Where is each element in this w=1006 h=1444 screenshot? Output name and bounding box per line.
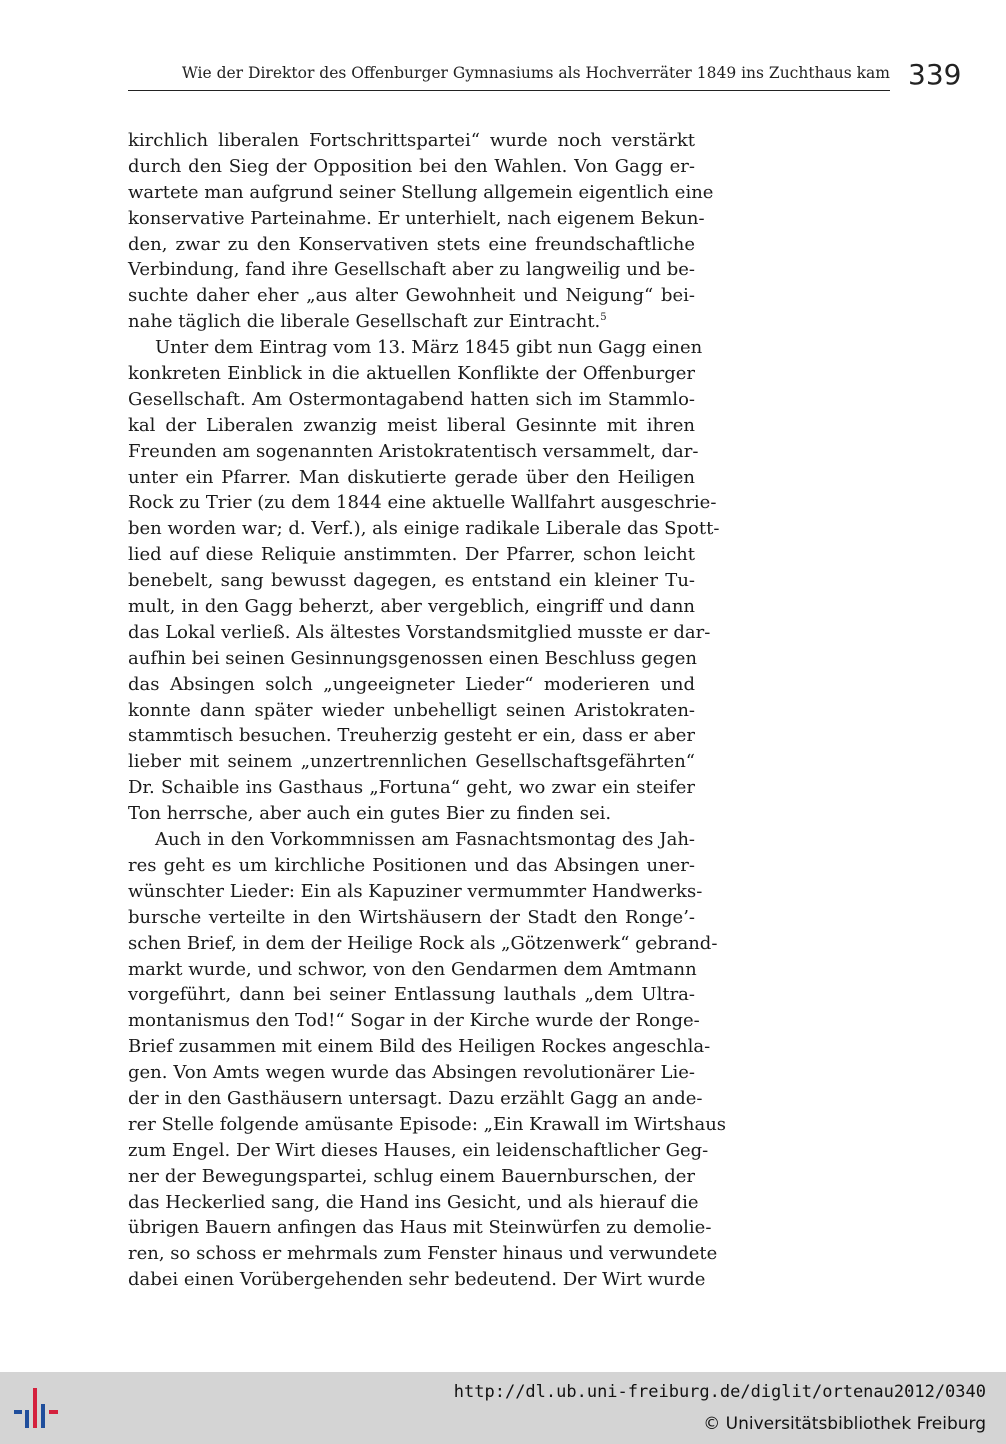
text-line: vorgeführt, dann bei seiner Entlassung lauthals „dem Ultra-	[128, 984, 695, 1006]
text-line: durch den Sieg der Opposition bei den Wahlen. Von Gagg er-	[128, 155, 695, 177]
text-line: Unter dem Eintrag vom 13. März 1845 gibt nun Gagg einen	[155, 337, 703, 359]
text-line: konservative Parteinahme. Er unterhielt, nach eigenem Bekun-	[128, 207, 705, 229]
text-line: rer Stelle folgende amüsante Episode: „Ein Krawall im Wirtshaus	[128, 1113, 727, 1135]
text-line: Gesellschaft. Am Ostermontagabend hatten sich im Stammlo-	[128, 388, 695, 410]
text-line: den, zwar zu den Konservativen stets eine freundschaftliche	[128, 233, 695, 255]
text-line: wartete man aufgrund seiner Stellung allgemein eigentlich eine	[128, 181, 714, 203]
text-line: Ton herrsche, aber auch ein gutes Bier zu finden sei.	[128, 803, 612, 825]
text-line: Auch in den Vorkommnissen am Fasnachtsmontag des Jah-	[155, 829, 695, 851]
text-line: kirchlich liberalen Fortschrittspartei“ wurde noch verstärkt	[128, 130, 695, 151]
text-line: lied auf diese Reliquie anstimmten. Der Pfarrer, schon leicht	[128, 544, 695, 566]
text-line: ner der Bewegungspartei, schlug einem Bauernburschen, der	[128, 1165, 695, 1187]
text-line: Brief zusammen mit einem Bild des Heiligen Rockes angeschla-	[128, 1036, 711, 1058]
page-number: 339	[908, 58, 962, 91]
text-line: dabei einen Vorübergehenden sehr bedeutend. Der Wirt wurde	[128, 1269, 706, 1291]
text-line: Dr. Schaible ins Gasthaus „Fortuna“ geht, wo zwar ein steifer	[128, 777, 695, 799]
copyright-notice: © Universitätsbibliothek Freiburg	[703, 1414, 986, 1434]
text-line: Verbindung, fand ihre Gesellschaft aber zu langweilig und be-	[128, 259, 695, 281]
text-line: übrigen Bauern anfingen das Haus mit Steinwürfen zu demolie-	[128, 1217, 712, 1239]
text-line: gen. Von Amts wegen wurde das Absingen revolutionärer Lie-	[128, 1062, 695, 1084]
text-line: konkreten Einblick in die aktuellen Konflikte der Offenburger	[128, 363, 695, 385]
text-line: schen Brief, in dem der Heilige Rock als „Götzenwerk“ gebrand-	[128, 932, 718, 954]
text-line: res geht es um kirchliche Positionen und das Absingen uner-	[128, 854, 695, 876]
text-line: konnte dann später wieder unbehelligt seinen Aristokraten-	[128, 699, 695, 721]
text-line: bursche verteilte in den Wirtshäusern der Stadt den Ronge’-	[128, 906, 695, 928]
text-line: der in den Gasthäusern untersagt. Dazu erzählt Gagg an ande-	[128, 1087, 703, 1109]
text-line: mult, in den Gagg beherzt, aber vergeblich, eingriff und dann	[128, 596, 695, 618]
footnote-reference: 5	[600, 312, 607, 324]
ub-freiburg-logo-icon	[12, 1382, 64, 1434]
text-line: Freunden am sogenannten Aristokratentisch versammelt, dar-	[128, 440, 699, 462]
text-line: stammtisch besuchen. Treuherzig gesteht er ein, dass er aber	[128, 725, 695, 747]
body-text	[128, 128, 727, 1293]
text-line: markt wurde, und schwor, von den Gendarmen dem Amtmann	[128, 958, 697, 980]
text-line: kal der Liberalen zwanzig meist liberal Gesinnte mit ihren	[128, 414, 695, 436]
text-line: montanismus den Tod!“ Sogar in der Kirche wurde der Ronge-	[128, 1010, 700, 1032]
text-line	[128, 309, 695, 335]
text-line: das Lokal verließ. Als ältestes Vorstandsmitglied musste er dar-	[128, 621, 711, 643]
text-line-content: nahe täglich die liberale Gesellschaft zur Eintracht.	[128, 311, 601, 333]
text-line: unter ein Pfarrer. Man diskutierte gerade über den Heiligen	[128, 466, 695, 488]
text-line: wünschter Lieder: Ein als Kapuziner vermummter Handwerks-	[128, 880, 703, 902]
text-line: ben worden war; d. Verf.), als einige radikale Liberale das Spott-	[128, 518, 720, 540]
text-line: das Heckerlied sang, die Hand ins Gesicht, und als hierauf die	[128, 1191, 699, 1213]
text-line: lieber mit seinem „unzertrennlichen Gesellschaftsgefährten“	[128, 751, 695, 773]
running-head	[128, 62, 890, 91]
text-line: das Absingen solch „ungeeigneter Lieder“ moderieren und	[128, 673, 695, 695]
running-title: Wie der Direktor des Offenburger Gymnasiums als Hochverräter 1849 ins Zuchthaus kam	[181, 64, 890, 82]
viewer-footer	[0, 1372, 1006, 1444]
text-line: suchte daher eher „aus alter Gewohnheit und Neigung“ bei-	[128, 285, 695, 307]
text-line: ren, so schoss er mehrmals zum Fenster hinaus und verwundete	[128, 1243, 718, 1265]
text-line: Rock zu Trier (zu dem 1844 eine aktuelle Wallfahrt ausgeschrie-	[128, 492, 717, 514]
text-line: benebelt, sang bewusst dagegen, es entstand ein kleiner Tu-	[128, 570, 695, 592]
text-line: zum Engel. Der Wirt dieses Hauses, ein leidenschaftlicher Geg-	[128, 1139, 709, 1161]
text-line: aufhin bei seinen Gesinnungsgenossen einen Beschluss gegen	[128, 647, 697, 669]
document-url-link[interactable]: http://dl.ub.uni-freiburg.de/diglit/ortenau2012/0340	[453, 1382, 986, 1402]
